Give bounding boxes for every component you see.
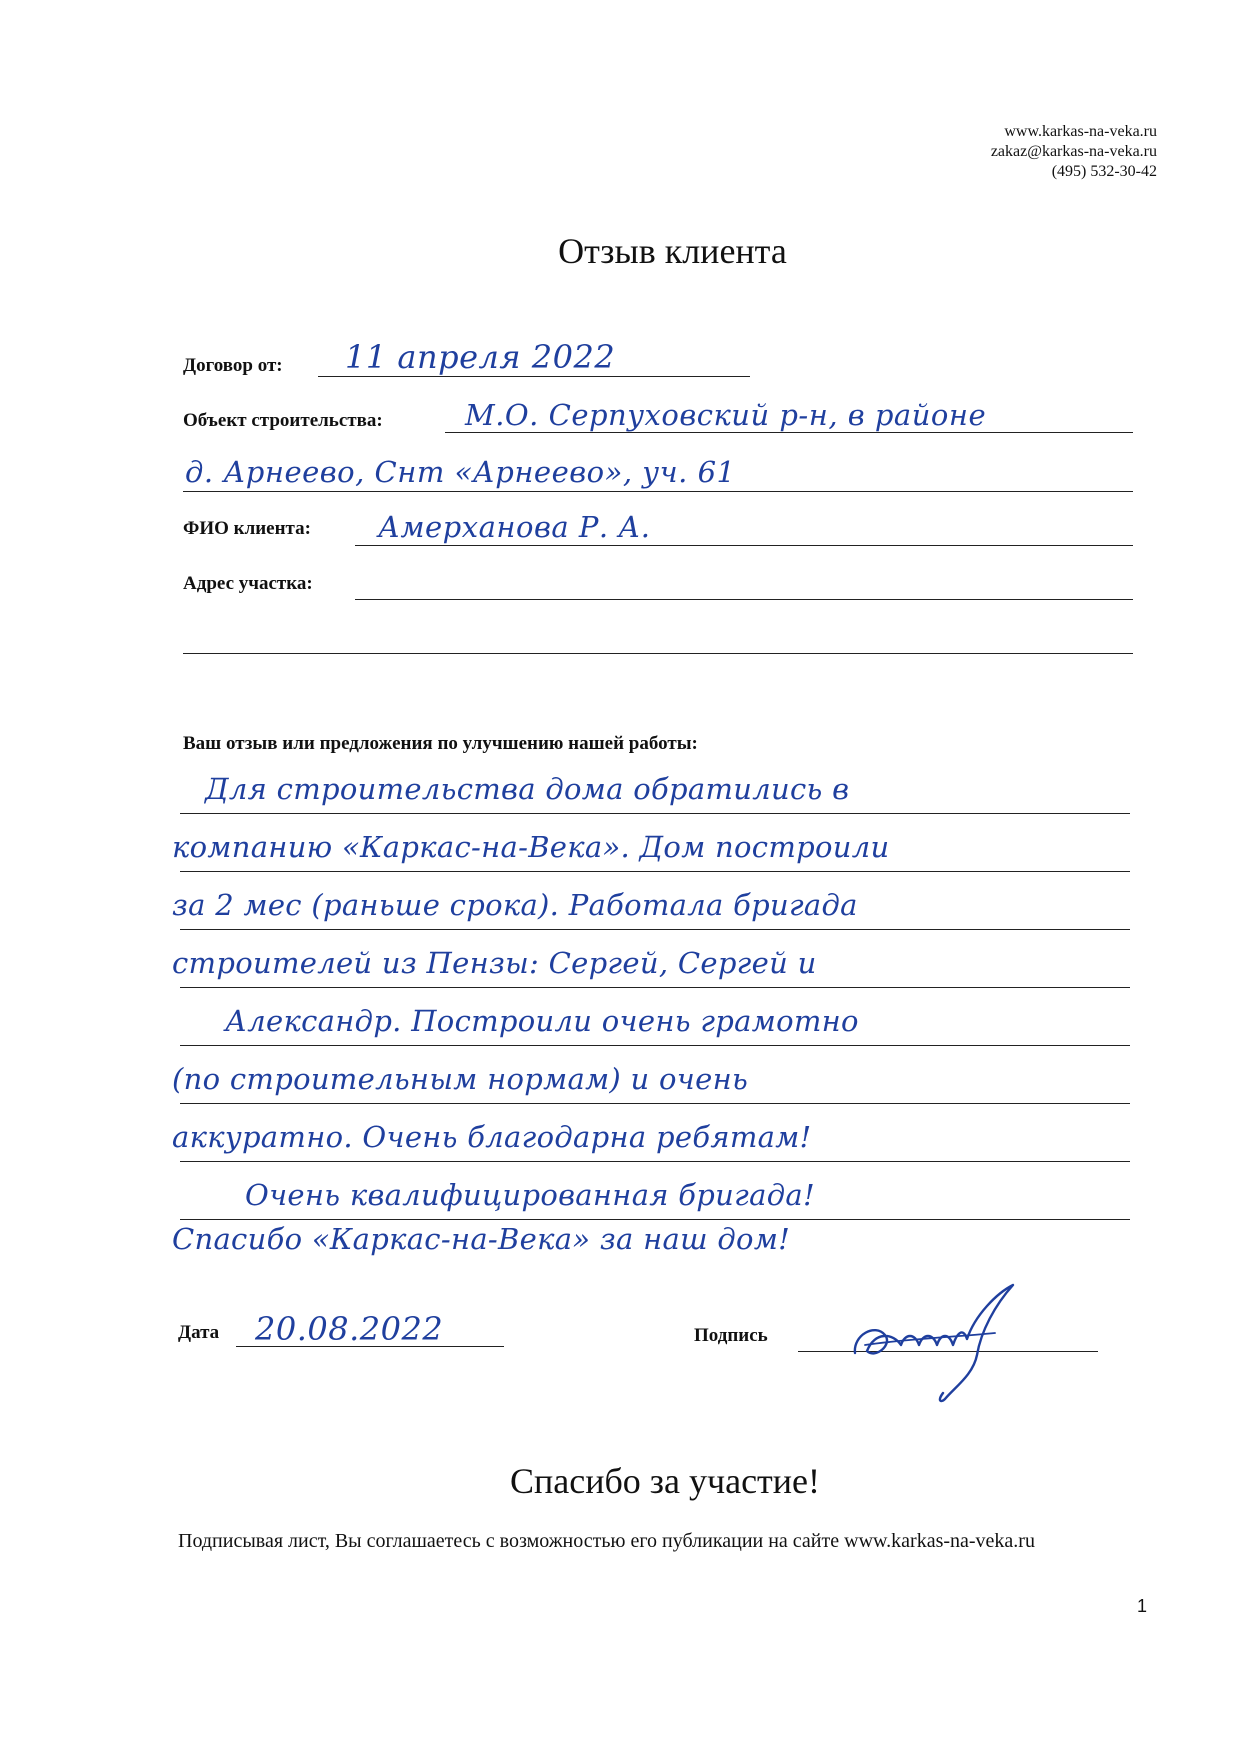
contact-phone: (495) 532-30-42 (1051, 163, 1157, 180)
review-text-line: за 2 мес (раньше срока). Работала бригада (172, 888, 858, 922)
object-line-1 (445, 432, 1133, 433)
review-line (180, 871, 1130, 872)
contract-date-value: 11 апреля 2022 (345, 338, 616, 376)
publication-consent: Подписывая лист, Вы соглашаетесь с возможностью его публикации на сайте www.karkas-na-veka.ru (178, 1530, 1035, 1552)
review-text-line: Очень квалифицированная бригада! (245, 1178, 815, 1212)
review-line (180, 1045, 1130, 1046)
signature-label: Подпись (694, 1325, 768, 1346)
client-name-value: Амерханова Р. А. (378, 510, 651, 544)
contact-email: zakaz@karkas-na-veka.ru (990, 143, 1157, 160)
review-text-line: компанию «Каркас-на-Века». Дом построили (172, 830, 890, 864)
date-label: Дата (178, 1322, 220, 1343)
contract-label: Договор от: (183, 355, 283, 376)
signature-image (845, 1275, 1045, 1420)
object-label: Объект строительства: (183, 410, 383, 431)
review-text-line: Александр. Построили очень грамотно (225, 1004, 859, 1038)
review-line (180, 1219, 1130, 1220)
review-line (180, 1161, 1130, 1162)
page-title: Отзыв клиента (558, 231, 787, 271)
review-text-line: аккуратно. Очень благодарна ребятам! (172, 1120, 812, 1154)
object-value-line-1: М.О. Серпуховский р-н, в районе (465, 398, 987, 432)
contract-line (318, 376, 750, 377)
address-line-1 (355, 599, 1133, 600)
review-label: Ваш отзыв или предложения по улучшению нашей работы: (183, 733, 698, 754)
address-label: Адрес участка: (183, 573, 313, 594)
review-text-line: Для строительства дома обратились в (205, 772, 850, 806)
review-text-line: Спасибо «Каркас-на-Века» за наш дом! (172, 1222, 791, 1256)
object-value-line-2: д. Арнеево, Снт «Арнеево», уч. 61 (185, 455, 736, 489)
contact-website: www.karkas-na-veka.ru (1004, 123, 1157, 140)
review-line (180, 987, 1130, 988)
address-line-2 (183, 653, 1133, 654)
client-label: ФИО клиента: (183, 518, 311, 539)
review-line (180, 813, 1130, 814)
review-text-line: (по строительным нормам) и очень (172, 1062, 749, 1096)
contact-block (991, 122, 1157, 182)
thanks-heading: Спасибо за участие! (509, 1461, 821, 1501)
page-number: 1 (1136, 1596, 1147, 1616)
object-line-2 (183, 491, 1133, 492)
review-text-line: строителей из Пензы: Сергей, Сергей и (172, 946, 817, 980)
client-line (355, 545, 1133, 546)
date-value: 20.08.2022 (255, 1310, 444, 1348)
review-line (180, 1103, 1130, 1104)
review-line (180, 929, 1130, 930)
